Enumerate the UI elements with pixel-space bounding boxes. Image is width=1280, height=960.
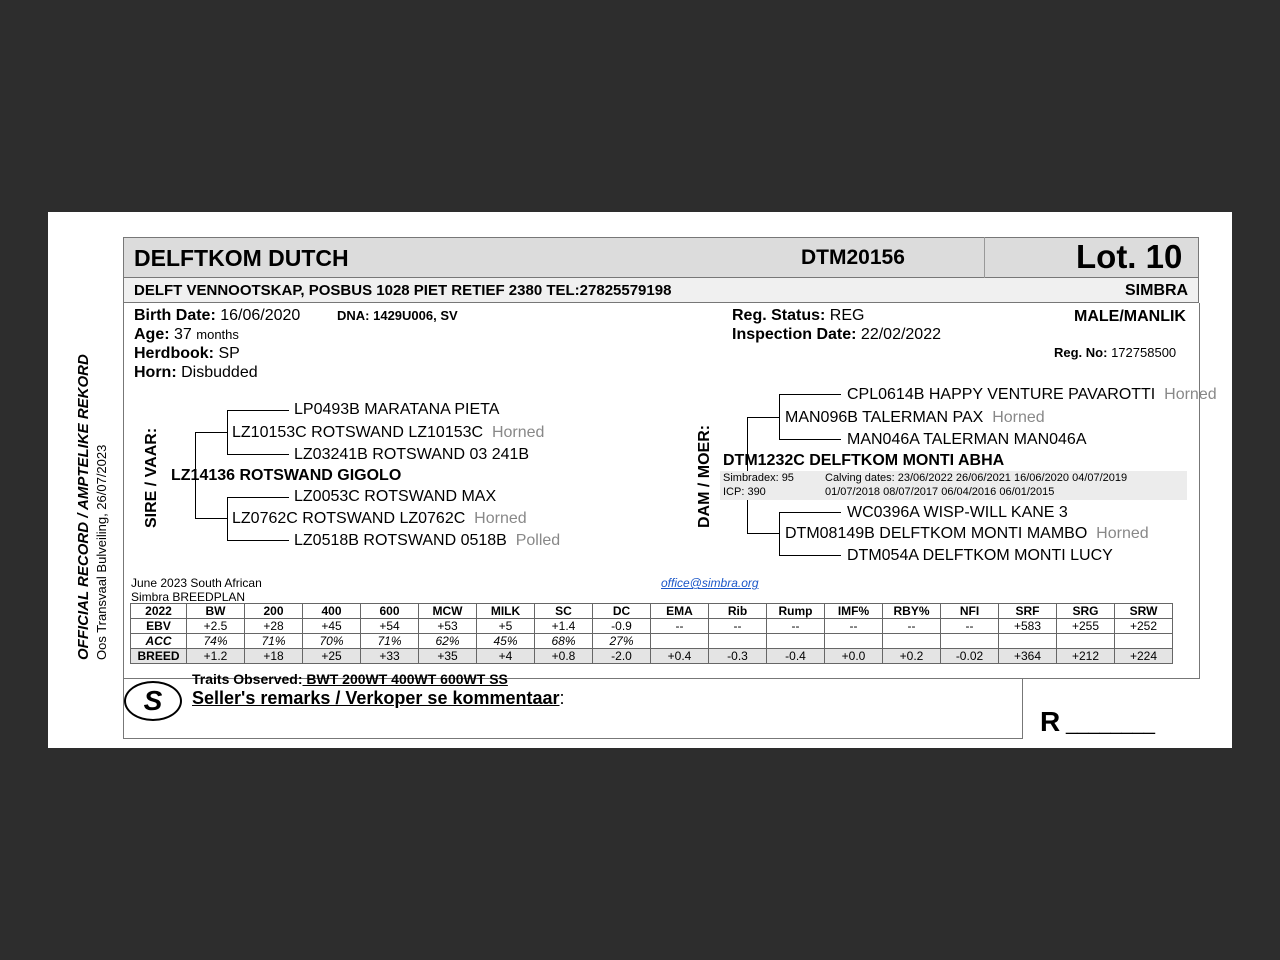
dam-p1-bracket xyxy=(779,394,780,440)
reg-no-row xyxy=(1054,345,1176,360)
sire-grandsire-4-name: LZ0518B ROTSWAND 0518B xyxy=(294,532,507,549)
table-header-cell: MCW xyxy=(419,604,477,619)
table-header-cell: EMA xyxy=(651,604,709,619)
dam-grandsire-1-horn: Horned xyxy=(1164,386,1217,403)
animal-code: DTM20156 xyxy=(801,246,905,269)
table-cell: +0.2 xyxy=(883,649,941,664)
table-cell: +1.2 xyxy=(187,649,245,664)
table-cell: +53 xyxy=(419,619,477,634)
sex-label: MALE/MANLIK xyxy=(1074,308,1186,325)
table-cell xyxy=(1115,634,1173,649)
table-cell: -- xyxy=(651,619,709,634)
table-cell: +35 xyxy=(419,649,477,664)
inspection-date-label: Inspection Date: xyxy=(732,326,857,343)
table-header-cell: 2022 xyxy=(131,604,187,619)
table-cell: +255 xyxy=(1057,619,1115,634)
table-cell xyxy=(941,634,999,649)
horn-value: Disbudded xyxy=(181,364,258,381)
table-header-cell: SRG xyxy=(1057,604,1115,619)
seller-remarks xyxy=(192,688,565,709)
dam-parent-1-name: MAN096B TALERMAN PAX xyxy=(785,409,984,426)
table-cell: +583 xyxy=(999,619,1057,634)
reg-status-label: Reg. Status: xyxy=(732,307,826,324)
table-cell: +54 xyxy=(361,619,419,634)
table-cell: 74% xyxy=(187,634,245,649)
table-cell: +364 xyxy=(999,649,1057,664)
ebv-table xyxy=(130,603,1173,664)
price-blank: ________ xyxy=(1066,713,1155,735)
dam-bracket-top xyxy=(747,417,780,418)
table-header-cell: NFI xyxy=(941,604,999,619)
table-cell: -0.3 xyxy=(709,649,767,664)
dam-simbradex: Simbradex: 95 xyxy=(723,472,794,484)
herdbook-label: Herdbook: xyxy=(134,345,214,362)
table-row-ebv xyxy=(131,619,1173,634)
age-label: Age: xyxy=(134,326,170,343)
owner-address: DELFT VENNOOTSKAP, POSBUS 1028 PIET RETIEF 2380 TEL:27825579198 xyxy=(134,282,672,299)
table-cell: -2.0 xyxy=(593,649,651,664)
table-header-cell: BW xyxy=(187,604,245,619)
dam-calving-dates-1: Calving dates: 23/06/2022 26/06/2021 16/06/2020 04/07/2019 xyxy=(825,472,1128,484)
table-header-cell: RBY% xyxy=(883,604,941,619)
table-row-breed xyxy=(131,649,1173,664)
dam-grandsire-1 xyxy=(847,386,1217,404)
table-cell: +4 xyxy=(477,649,535,664)
table-cell: +33 xyxy=(361,649,419,664)
dam-g2-line xyxy=(779,439,841,440)
table-cell: +25 xyxy=(303,649,361,664)
table-cell xyxy=(883,634,941,649)
dam-name: DTM1232C DELFTKOM MONTI ABHA xyxy=(723,452,1005,469)
table-cell: 70% xyxy=(303,634,361,649)
table-cell: +2.5 xyxy=(187,619,245,634)
table-cell: +212 xyxy=(1057,649,1115,664)
table-cell: -- xyxy=(709,619,767,634)
table-cell: -- xyxy=(767,619,825,634)
animal-name: DELFTKOM DUTCH xyxy=(134,245,349,271)
sire-g4-line xyxy=(227,540,289,541)
sire-parent-2 xyxy=(232,510,527,528)
table-header-cell: 200 xyxy=(245,604,303,619)
reg-status-value: REG xyxy=(829,307,865,324)
age-value: 37 xyxy=(174,326,192,343)
sire-grandsire-2: LZ03241B ROTSWAND 03 241B xyxy=(294,446,530,463)
dam-g1-line xyxy=(779,394,841,395)
herdbook-row xyxy=(134,345,240,363)
table-cell: +5 xyxy=(477,619,535,634)
table-cell: +0.4 xyxy=(651,649,709,664)
dam-g4-line xyxy=(779,555,841,556)
birth-date-row xyxy=(134,307,300,325)
sire-grandsire-3: LZ0053C ROTSWAND MAX xyxy=(294,488,497,505)
table-cell: -0.02 xyxy=(941,649,999,664)
dam-grandsire-2: MAN046A TALERMAN MAN046A xyxy=(847,431,1087,448)
table-cell: +18 xyxy=(245,649,303,664)
table-cell: +1.4 xyxy=(535,619,593,634)
traits-value: BWT 200WT 400WT 600WT SS xyxy=(302,671,508,687)
dam-parent-2 xyxy=(785,525,1149,543)
table-cell: -- xyxy=(883,619,941,634)
table-cell xyxy=(1057,634,1115,649)
table-cell xyxy=(651,634,709,649)
table-cell: 71% xyxy=(245,634,303,649)
official-record-sidebar xyxy=(75,310,111,660)
simbra-logo: S xyxy=(124,681,182,721)
dam-p2-bracket xyxy=(779,512,780,556)
reg-no-value: 172758500 xyxy=(1111,345,1177,360)
dna-info: DNA: 1429U006, SV xyxy=(337,308,458,323)
sire-grandsire-4 xyxy=(294,532,560,550)
sire-g3-line xyxy=(227,497,289,498)
birth-date-value: 16/06/2020 xyxy=(220,307,301,324)
sire-parent-2-horn: Horned xyxy=(474,510,527,527)
table-cell xyxy=(767,634,825,649)
dam-grandsire-4: DTM054A DELFTKOM MONTI LUCY xyxy=(847,547,1113,564)
table-cell: +28 xyxy=(245,619,303,634)
table-row-acc xyxy=(131,634,1173,649)
table-header-cell: Rib xyxy=(709,604,767,619)
table-cell: +0.0 xyxy=(825,649,883,664)
table-cell: 62% xyxy=(419,634,477,649)
dam-g3-line xyxy=(779,512,841,513)
dam-parent-1-horn: Horned xyxy=(992,409,1045,426)
sire-parent-1 xyxy=(232,424,544,442)
table-cell: -0.9 xyxy=(593,619,651,634)
age-unit: months xyxy=(196,327,239,342)
table-header-cell: SRW xyxy=(1115,604,1173,619)
reg-no-label: Reg. No: xyxy=(1054,345,1108,360)
table-cell: ACC xyxy=(131,634,187,649)
table-header-cell: SC xyxy=(535,604,593,619)
table-cell: +224 xyxy=(1115,649,1173,664)
table-cell xyxy=(709,634,767,649)
traits-label: Traits Observed: xyxy=(192,671,303,687)
sire-grandsire-1: LP0493B MARATANA PIETA xyxy=(294,401,500,418)
breedplan-line-1: June 2023 South African xyxy=(131,576,262,590)
dam-parent-1 xyxy=(785,409,1045,427)
dam-parent-2-horn: Horned xyxy=(1096,525,1149,542)
table-header-cell: SRF xyxy=(999,604,1057,619)
dam-label: DAM / MOER: xyxy=(696,424,713,528)
inspection-date-row xyxy=(732,326,941,344)
table-cell xyxy=(825,634,883,649)
lot-number: Lot. 10 xyxy=(1076,238,1183,275)
birth-date-label: Birth Date: xyxy=(134,307,216,324)
age-row xyxy=(134,326,239,344)
sire-bracket-bottom xyxy=(195,518,228,519)
dam-calving-dates-2: 01/07/2018 08/07/2017 06/04/2016 06/01/2015 xyxy=(825,486,1055,498)
table-cell: 71% xyxy=(361,634,419,649)
table-cell xyxy=(999,634,1057,649)
table-cell: 45% xyxy=(477,634,535,649)
dam-icp: ICP: 390 xyxy=(723,486,766,498)
header-divider xyxy=(984,237,985,278)
breed-label: SIMBRA xyxy=(1125,282,1189,299)
dam-grandsire-3: WC0396A WISP-WILL KANE 3 xyxy=(847,504,1068,521)
seller-remarks-label: Seller's remarks / Verkoper se kommentaar xyxy=(192,688,560,708)
inspection-date-value: 22/02/2022 xyxy=(860,326,941,343)
auction-name-date: Oos Transvaal Bulveiling, 26/07/2023 xyxy=(94,444,109,660)
sire-parent-1-name: LZ10153C ROTSWAND LZ10153C xyxy=(232,424,484,441)
dam-grandsire-1-name: CPL0614B HAPPY VENTURE PAVAROTTI xyxy=(847,386,1156,403)
table-cell: +45 xyxy=(303,619,361,634)
table-cell: 27% xyxy=(593,634,651,649)
official-record-title: OFFICIAL RECORD / AMPTELIKE REKORD xyxy=(75,354,92,660)
table-cell: 68% xyxy=(535,634,593,649)
table-header-cell: IMF% xyxy=(825,604,883,619)
table-cell: +252 xyxy=(1115,619,1173,634)
sire-g1-line xyxy=(227,410,289,411)
sire-name: LZ14136 ROTSWAND GIGOLO xyxy=(171,467,402,484)
horn-row xyxy=(134,364,258,382)
price-label: R xyxy=(1040,706,1061,737)
sire-g2-line xyxy=(227,454,289,455)
table-cell: -- xyxy=(941,619,999,634)
horn-label: Horn: xyxy=(134,364,177,381)
reg-status-row xyxy=(732,307,864,325)
sire-bracket-top xyxy=(195,432,228,433)
table-cell: -0.4 xyxy=(767,649,825,664)
sire-p1-bracket xyxy=(227,410,228,455)
table-cell: EBV xyxy=(131,619,187,634)
dam-parent-2-name: DTM08149B DELFTKOM MONTI MAMBO xyxy=(785,525,1088,542)
table-header-cell: 400 xyxy=(303,604,361,619)
sire-parent-1-horn: Horned xyxy=(491,424,545,441)
sire-p2-bracket xyxy=(227,497,228,541)
table-cell: +0.8 xyxy=(535,649,593,664)
sire-parent-2-name: LZ0762C ROTSWAND LZ0762C xyxy=(232,510,466,527)
sire-grandsire-4-horn: Polled xyxy=(515,532,561,549)
email-link[interactable]: office@simbra.org xyxy=(661,576,759,590)
traits-observed xyxy=(192,671,508,687)
table-cell: -- xyxy=(825,619,883,634)
dam-bracket-bottom xyxy=(747,533,780,534)
table-header-cell: DC xyxy=(593,604,651,619)
herdbook-value: SP xyxy=(218,345,240,362)
table-cell: BREED xyxy=(131,649,187,664)
seller-remarks-colon: : xyxy=(559,688,565,708)
breedplan-line-2: Simbra BREEDPLAN xyxy=(131,590,246,604)
table-header-cell: MILK xyxy=(477,604,535,619)
table-header-cell: 600 xyxy=(361,604,419,619)
sire-label: SIRE / VAAR: xyxy=(143,427,160,528)
table-row-head xyxy=(131,604,1173,619)
table-header-cell: Rump xyxy=(767,604,825,619)
